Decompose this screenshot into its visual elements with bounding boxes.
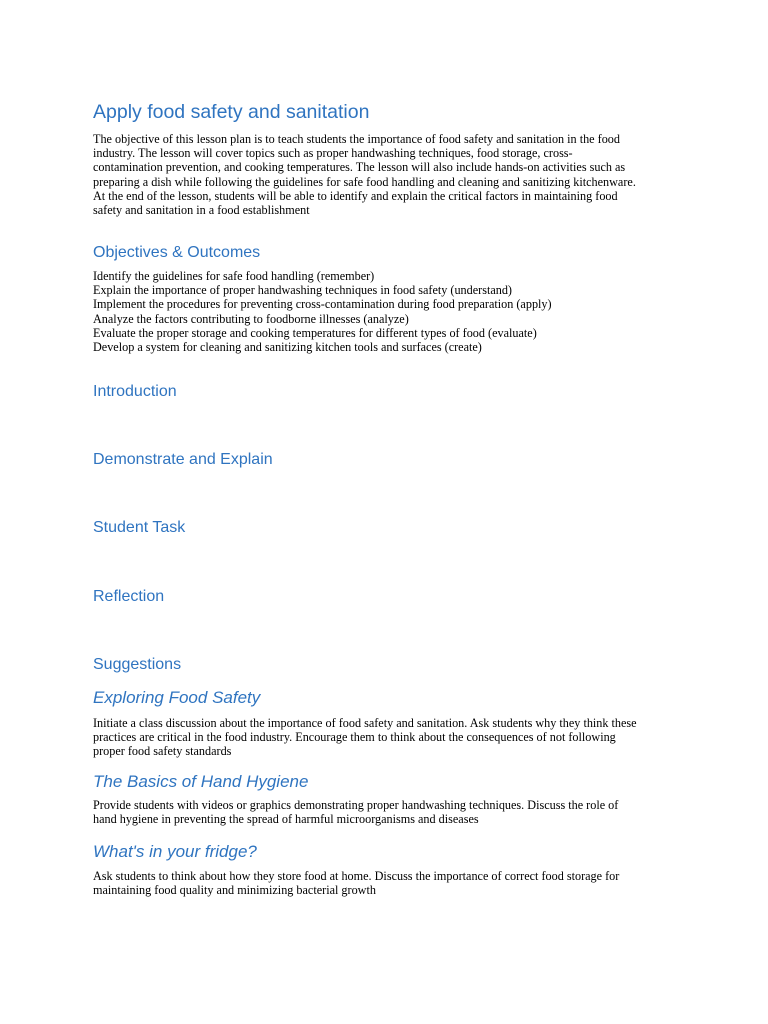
suggestion-title: What's in your fridge? — [93, 842, 257, 861]
suggestion-line: practices are critical in the food industry. Encourage them to think about the consequences of not following — [93, 730, 616, 745]
suggestions-heading: Suggestions — [93, 656, 182, 673]
suggestion-line: hand hygiene in preventing the spread of harmful microorganisms and diseases — [93, 812, 479, 827]
intro-line: safety and sanitation in a food establishment — [93, 203, 310, 218]
intro-line: industry. The lesson will cover topics such as proper handwashing techniques, food storage, cross- — [93, 146, 573, 161]
introduction-heading: Introduction — [93, 383, 177, 400]
student-task-heading: Student Task — [93, 519, 186, 536]
suggestion-line: proper food safety standards — [93, 744, 232, 759]
suggestion-line: Ask students to think about how they store food at home. Discuss the importance of correct food storage for — [93, 869, 620, 883]
suggestion-line: maintaining food quality and minimizing bacterial growth — [93, 883, 376, 898]
objective-item: Evaluate the proper storage and cooking temperatures for different types of food (evaluate) — [93, 325, 537, 340]
intro-line: contamination prevention, and cooking temperatures. The lesson will also include hands-on activities such as — [93, 160, 626, 175]
objectives-heading: Objectives & Outcomes — [93, 244, 261, 261]
suggestion-paragraph — [93, 869, 683, 897]
intro-line: preparing a dish while following the guidelines for safe food handling and cleaning and sanitizing kitchenware. — [93, 174, 636, 189]
page-title: Apply food safety and sanitation — [93, 101, 370, 123]
demonstrate-heading: Demonstrate and Explain — [93, 451, 273, 468]
reflection-heading: Reflection — [93, 588, 165, 605]
suggestion-paragraph — [93, 716, 683, 759]
objective-item: Implement the procedures for preventing cross-contamination during food preparation (apply) — [93, 297, 552, 312]
suggestion-title: The Basics of Hand Hygiene — [93, 772, 309, 791]
objective-item: Explain the importance of proper handwashing techniques in food safety (understand) — [93, 283, 512, 298]
objective-item: Identify the guidelines for safe food handling (remember) — [93, 269, 375, 283]
intro-line: The objective of this lesson plan is to teach students the importance of food safety and sanitation in the food — [93, 132, 620, 146]
objectives-list — [93, 269, 683, 354]
suggestion-title: Exploring Food Safety — [93, 688, 261, 707]
intro-line: At the end of the lesson, students will be able to identify and explain the critical factors in maintaining food — [93, 188, 618, 203]
objective-item: Develop a system for cleaning and sanitizing kitchen tools and surfaces (create) — [93, 340, 482, 355]
objective-item: Analyze the factors contributing to foodborne illnesses (analyze) — [93, 311, 409, 326]
suggestion-line: Initiate a class discussion about the importance of food safety and sanitation. Ask students why they think these — [93, 716, 637, 730]
suggestion-paragraph — [93, 798, 683, 826]
intro-paragraph — [93, 132, 683, 217]
suggestion-line: Provide students with videos or graphics demonstrating proper handwashing techniques. Discuss the role of — [93, 798, 619, 812]
